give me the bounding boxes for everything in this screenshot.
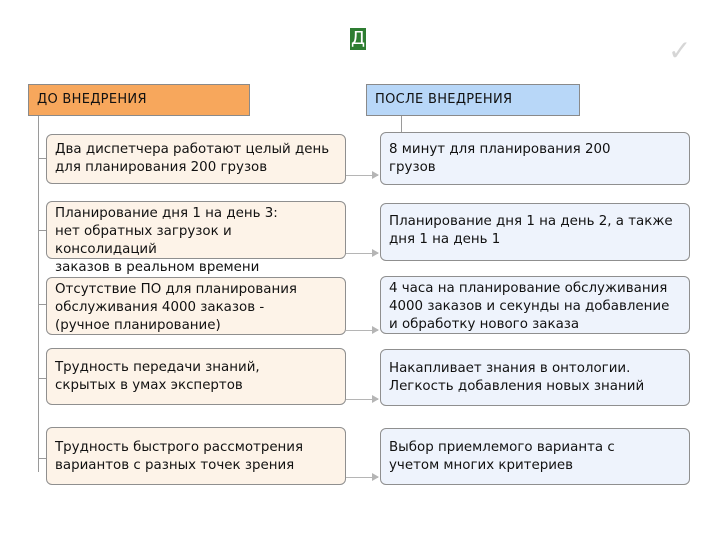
before-box-4: Трудность передачи знаний, скрытых в умах экспертов — [46, 348, 346, 405]
after-box-2: Планирование дня 1 на день 2, а также дня 1 на день 1 — [380, 203, 690, 261]
after-header: ПОСЛЕ ВНЕДРЕНИЯ — [366, 84, 580, 116]
before-box-1: Два диспетчера работают целый день для планирования 200 грузов — [46, 134, 346, 184]
before-header: ДО ВНЕДРЕНИЯ — [28, 84, 250, 116]
before-box-5: Трудность быстрого рассмотрения вариантов с разных точек зрения — [46, 427, 346, 485]
before-connector — [38, 458, 46, 459]
before-connector — [38, 304, 46, 305]
row-arrow-5 — [346, 477, 378, 478]
before-connector — [38, 158, 46, 159]
before-connector — [38, 230, 46, 231]
before-connector — [38, 378, 46, 379]
after-box-3: 4 часа на планирование обслуживания 4000 заказов и секунды на добавление и обработку нового заказа — [380, 276, 690, 334]
before-spine — [38, 116, 39, 472]
before-box-3: Отсутствие ПО для планирования обслуживания 4000 заказов - (ручное планирование) — [46, 277, 346, 335]
row-arrow-1 — [346, 175, 378, 176]
row-arrow-2 — [346, 253, 378, 254]
row-arrow-3 — [346, 330, 378, 331]
after-box-1: 8 минут для планирования 200 грузов — [380, 132, 690, 185]
after-box-4: Накапливает знания в онтологии. Легкость добавления новых знаний — [380, 349, 690, 406]
after-spine — [401, 116, 402, 132]
corner-check-icon: ✓ — [668, 34, 692, 67]
before-box-2: Планирование дня 1 на день 3: нет обратных загрузок и консолидаций заказов в реальном времени — [46, 201, 346, 259]
after-box-5: Выбор приемлемого варианта с учетом многих критериев — [380, 428, 690, 485]
row-arrow-4 — [346, 399, 378, 400]
slide-title-fragment: Д — [350, 28, 366, 49]
